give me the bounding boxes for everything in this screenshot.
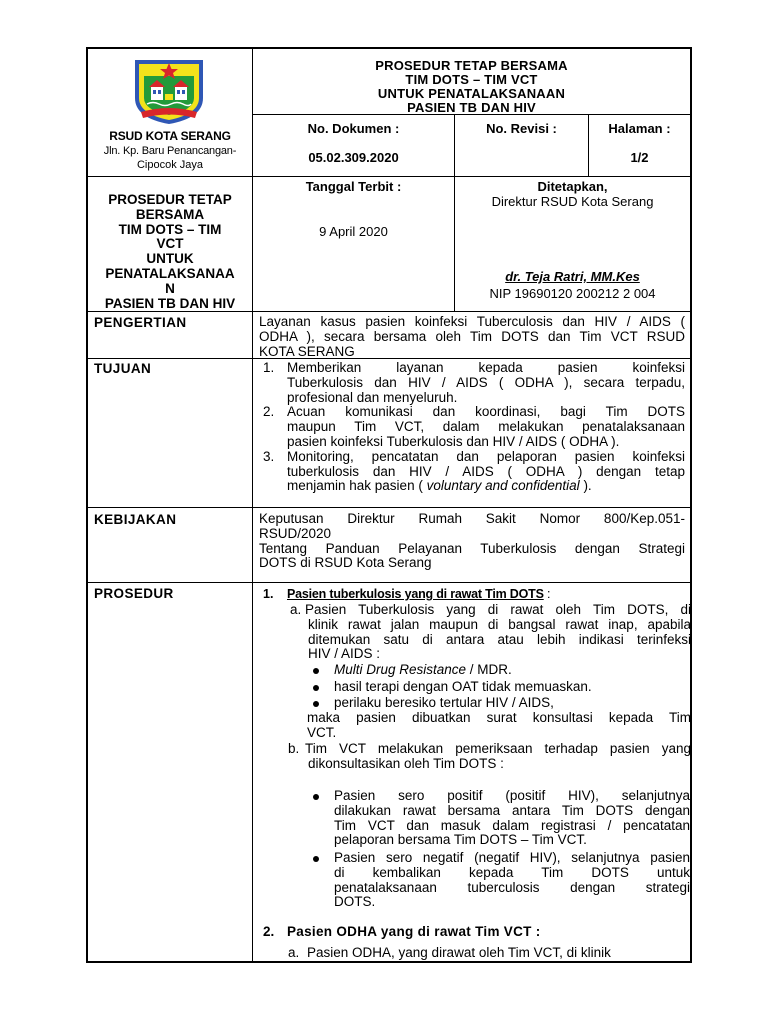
left-title-line: N [165, 280, 175, 296]
section-label-pengertian: PENGERTIAN [94, 315, 187, 330]
bullet-dot [313, 794, 319, 800]
text-line: KOTA SERANG [259, 343, 355, 359]
text-line: penatalaksanaan tuberculosis dengan strategi [334, 879, 690, 895]
doc-number-value: 05.02.309.2020 [308, 150, 399, 165]
text-line: Memberikan layanan kepada pasien koinfeksi [287, 360, 685, 375]
text-line: VCT. [307, 724, 337, 740]
prosedur-a-label: a. [290, 602, 302, 617]
tujuan-list [259, 361, 685, 494]
text-run-italic: voluntary and confidential [426, 478, 580, 494]
text-line [287, 479, 685, 494]
prosedur-maka-text [307, 711, 691, 741]
text-line: pasien koinfeksi Tuberkulosis dan HIV / AIDS ( ODHA ). [287, 433, 620, 449]
prosedur-point-2-a-label: a. [288, 945, 300, 960]
left-title-line: PASIEN TB DAN HIV [104, 295, 236, 311]
bullet-text: hasil terapi dengan OAT tidak memuaskan. [334, 679, 592, 694]
text-line: tuberkulosis dan HIV / AIDS ( ODHA ) dengan tetap [287, 463, 685, 479]
bullet-dot [313, 685, 319, 691]
hospital-address-line-2: Cipocok Jaya [136, 159, 204, 171]
page-value: 1/2 [630, 150, 649, 165]
prosedur-point-2-title: Pasien ODHA yang di rawat Tim VCT : [287, 924, 541, 939]
text-line: ODHA ), secara bersama oleh Tim DOTS dan Tim VCT RSUD [259, 328, 685, 344]
list-number: 2. [263, 404, 275, 420]
left-title-line: UNTUK [146, 251, 194, 267]
text-run-italic: Multi Drug Resistance [334, 662, 467, 677]
revision-label: No. Revisi : [486, 121, 557, 136]
prosedur-point-2-number: 2. [263, 924, 275, 939]
bullet-dot [313, 856, 319, 862]
pengertian-text [259, 315, 685, 359]
list-number: 1. [263, 360, 275, 375]
bullet-text [334, 663, 512, 678]
hospital-address-line-1: Jln. Kp. Baru Penancangan- [103, 145, 237, 157]
left-title-line: PROSEDUR TETAP [108, 192, 232, 207]
prosedur-b-text [305, 742, 691, 772]
text-line: Tim VCT dan masuk dalam registrasi / pencatatan [334, 817, 690, 833]
text-run: / MDR. [466, 662, 512, 677]
text-line: pelaporan bersama Tim DOTS – Tim VCT. [334, 832, 587, 848]
approved-label: Ditetapkan, [537, 179, 608, 194]
document-title [253, 59, 690, 115]
bullet-text: perilaku beresiko tertular HIV / AIDS, [334, 695, 554, 710]
text-line: profesional dan menyeluruh. [287, 389, 458, 405]
text-line: Monitoring, pencatatan dan pelaporan pasien koinfeksi [287, 448, 685, 464]
title-line: UNTUK PENATALAKSANAAN [377, 86, 566, 101]
left-title-line: PENATALAKSANAA [105, 265, 235, 281]
title-line: PROSEDUR TETAP BERSAMA [375, 58, 568, 73]
text-line: klinik rawat jalan maupun di bangsal rawat inap, apabila [308, 616, 691, 632]
signer-nip: NIP 19690120 200212 2 004 [489, 286, 656, 301]
text-line: maupun Tim VCT, dalam melakukan penatalaksanaan [287, 419, 685, 435]
prosedur-point-1-title [287, 587, 550, 602]
text-line: Pasien sero positif (positif HIV), selanjutnya [334, 788, 690, 803]
text-line: Tim VCT melakukan pemeriksaan terhadap pasien yang [305, 741, 691, 756]
section-label-prosedur: PROSEDUR [94, 586, 174, 601]
left-title-line: BERSAMA [135, 206, 205, 222]
text-line: Layanan kasus pasien koinfeksi Tuberculosis dan HIV / AIDS ( [259, 314, 685, 329]
prosedur-point-2-a-text: Pasien ODHA, yang dirawat oleh Tim VCT, di klinik [307, 945, 611, 960]
hospital-logo [129, 54, 209, 126]
list-item [259, 450, 685, 494]
bullet-dot [313, 668, 319, 674]
bullet-text [334, 789, 690, 848]
issue-date-label: Tanggal Terbit : [305, 179, 402, 194]
approver-title: Direktur RSUD Kota Serang [491, 194, 654, 209]
hospital-name: RSUD KOTA SERANG [109, 129, 231, 143]
prosedur-point-1-number: 1. [263, 587, 274, 601]
text-line: dikonsultasikan oleh Tim DOTS : [308, 755, 504, 771]
text-line: HIV / AIDS : [308, 646, 381, 662]
left-title-line: VCT [156, 236, 184, 252]
page-label: Halaman : [608, 121, 671, 136]
list-item [259, 361, 685, 405]
bullet-text [334, 851, 690, 910]
section-label-kebijakan: KEBIJAKAN [94, 512, 177, 527]
text-run: ). [579, 478, 592, 494]
bullet-dot [313, 701, 319, 707]
signer-name: dr. Teja Ratri, MM.Kes [505, 269, 640, 284]
text-line: DOTS di RSUD Kota Serang [259, 555, 432, 571]
text-line: Acuan komunikasi dan koordinasi, bagi Tim DOTS [287, 404, 685, 420]
text-line: RSUD/2020 [259, 525, 332, 541]
title-line: TIM DOTS – TIM VCT [405, 72, 538, 87]
text-line: Pasien sero negatif (negatif HIV), selanjutnya pasien [334, 850, 690, 865]
text-run: : [543, 587, 551, 601]
left-document-title [88, 193, 252, 311]
text-line: Pasien Tuberkulosis yang di rawat oleh Tim DOTS, di [305, 602, 691, 617]
doc-number-label: No. Dokumen : [307, 121, 400, 136]
text-run-underlined: Pasien tuberkulosis yang di rawat Tim DOTS [287, 587, 544, 601]
text-line: Keputusan Direktur Rumah Sakit Nomor 800/Kep.051- [259, 511, 685, 526]
list-item [259, 405, 685, 449]
text-line: Tentang Panduan Pelayanan Tuberkulosis dengan Strategi [259, 540, 685, 556]
section-label-tujuan: TUJUAN [94, 361, 152, 376]
issue-date-value: 9 April 2020 [319, 224, 388, 239]
text-line: Tuberkulosis dan HIV / AIDS ( ODHA ), secara terpadu, [287, 374, 685, 390]
text-line: ditemukan satu di antara atau lebih indikasi terinfeksi [308, 631, 691, 647]
text-run: menjamin hak pasien ( [287, 478, 427, 494]
text-line: di kembalikan kepada Tim DOTS untuk [334, 864, 690, 880]
left-title-line: TIM DOTS – TIM [118, 221, 222, 237]
prosedur-a-text [305, 603, 691, 662]
text-line: DOTS. [334, 894, 376, 910]
text-line: maka pasien dibuatkan surat konsultasi kepada Tim [307, 710, 691, 725]
title-line: PASIEN TB DAN HIV [407, 100, 536, 115]
prosedur-b-label: b. [288, 741, 300, 756]
kebijakan-text [259, 512, 685, 571]
text-line: dilakukan rawat bersama antara Tim DOTS dengan [334, 802, 690, 818]
list-number: 3. [263, 448, 275, 464]
